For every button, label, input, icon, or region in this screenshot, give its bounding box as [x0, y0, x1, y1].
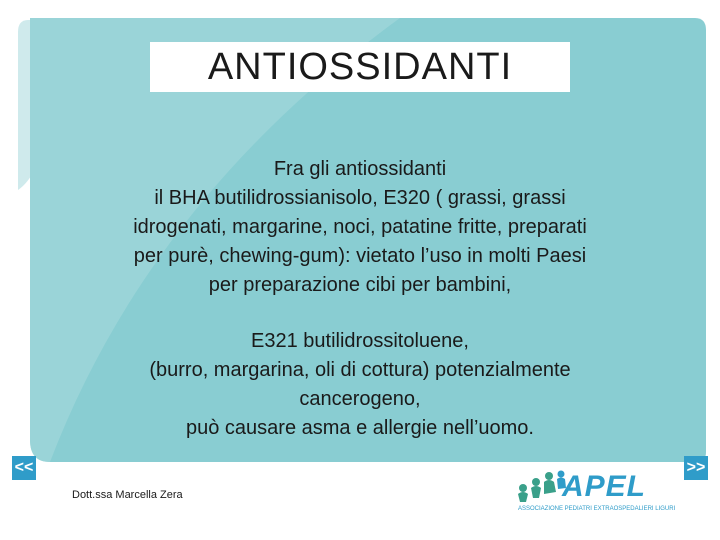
text-line: può causare asma e allergie nell’uomo. [186, 417, 534, 439]
text-line: per preparazione cibi per bambini, [208, 274, 512, 296]
author-credit: Dott.ssa Marcella Zera [72, 489, 183, 501]
text-line: E321 butilidrossitoluene, [251, 330, 469, 352]
paragraph-bha [40, 155, 680, 300]
text-line: idrogenati, margarine, noci, patatine fritte, preparati [133, 216, 587, 238]
text-line: per purè, chewing-gum): vietato l’uso in molti Paesi [133, 245, 587, 267]
next-slide-button[interactable]: >> [684, 456, 708, 480]
previous-slide-button[interactable]: << [12, 456, 36, 480]
paragraph-bht [40, 327, 680, 443]
logo-wordmark: APEL [562, 470, 647, 503]
logo-subtitle: ASSOCIAZIONE PEDIATRI EXTRAOSPEDALIERI LIGURI [518, 506, 676, 512]
apel-logo [512, 466, 676, 516]
slide-title: ANTIOSSIDANTI [150, 42, 570, 92]
text-line: il BHA butilidrossianisolo, E320 ( grassi, grassi [154, 187, 566, 209]
text-line: Fra gli antiossidanti [273, 158, 447, 180]
text-line: cancerogeno, [299, 388, 421, 410]
text-line: (burro, margarina, oli di cottura) potenzialmente [149, 359, 571, 381]
